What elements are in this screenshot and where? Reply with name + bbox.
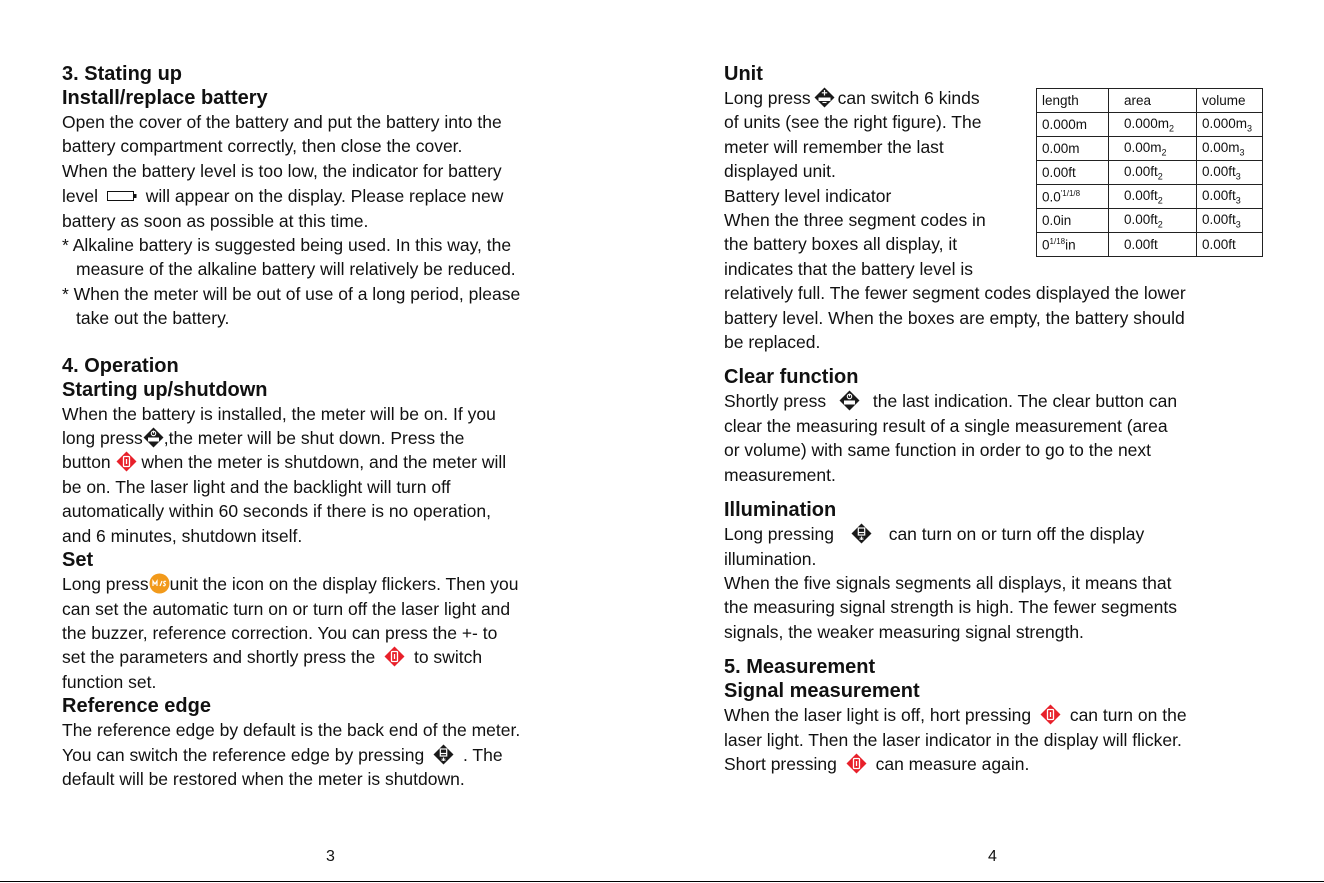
unit-title: Unit: [724, 63, 763, 85]
area-value: 0.000m: [1124, 115, 1170, 131]
install-line-4: [62, 183, 622, 208]
illumination-line-2: illumination.: [724, 548, 817, 569]
signal-line-1-end: can turn on the: [1069, 705, 1187, 726]
install-line-9: take out the battery.: [76, 308, 230, 329]
page-number-left: 3: [326, 848, 335, 865]
length-cell: 0.00ft: [1037, 161, 1109, 185]
unit-line-2: of units (see the right figure). The: [724, 112, 982, 133]
reference-line-1: The reference edge by default is the back end of the meter.: [62, 720, 521, 741]
volume-cell: [1197, 137, 1263, 161]
clear-line-1-end: the last indication. The clear button can: [872, 391, 1178, 412]
length-cell: 0.000m: [1037, 113, 1109, 137]
set-line-2: can set the automatic turn on or turn off the laser light and: [62, 598, 511, 619]
install-line-4-end: will appear on the display. Please replace new: [145, 186, 504, 207]
header-volume: volume: [1197, 89, 1263, 113]
set-line-4-start: set the parameters and shortly press the: [62, 647, 376, 668]
length-unit: in: [1065, 237, 1076, 253]
left-page: [62, 0, 622, 791]
length-cell: [1037, 233, 1109, 257]
length-cell: [1037, 185, 1109, 209]
power-clear-button-icon: [839, 390, 860, 411]
clear-function-title: Clear function: [724, 366, 859, 389]
startup-line-5: automatically within 60 seconds if there is no operation,: [62, 501, 491, 522]
set-title: Set: [62, 549, 94, 572]
area-exponent: 2: [1157, 171, 1163, 182]
volume-exponent: 3: [1239, 147, 1245, 158]
volume-cell: [1197, 209, 1263, 233]
install-line-2: battery compartment correctly, then close the cover.: [62, 136, 463, 157]
signal-line-3: [724, 752, 1264, 776]
page-number-right: 4: [988, 848, 997, 865]
area-cell: 0.00ft: [1109, 233, 1197, 257]
install-line-6: * Alkaline battery is suggested being used. In this way, the: [62, 235, 512, 256]
units-button-icon: [814, 87, 835, 108]
set-line-1-start: Long press: [62, 574, 149, 595]
area-cell: [1109, 113, 1197, 137]
install-line-5: battery as soon as possible at this time.: [62, 210, 369, 231]
volume-cell: [1197, 185, 1263, 209]
volume-exponent: 3: [1235, 195, 1241, 206]
area-value: 0.00ft: [1124, 163, 1158, 179]
set-line-3: the buzzer, reference correction. You can press the +- to: [62, 622, 498, 643]
ms-button-icon: [149, 573, 170, 594]
area-exponent: 2: [1161, 147, 1167, 158]
startup-line-2-end: ,the meter will be shut down. Press the: [163, 428, 465, 449]
unit-line-11: be replaced.: [724, 332, 821, 353]
header-length: length: [1037, 89, 1109, 113]
set-line-1-end: unit the icon on the display flickers. Then you: [169, 574, 519, 595]
startup-line-6: and 6 minutes, shutdown itself.: [62, 525, 303, 546]
unit-line-10: battery level. When the boxes are empty, the battery should: [724, 307, 1185, 328]
illumination-line-1: [724, 522, 1264, 546]
illumination-line-1-start: Long pressing: [724, 524, 834, 545]
units-table-header: [1037, 89, 1263, 113]
measure-button-icon: [846, 753, 867, 774]
length-cell: 0.0in: [1037, 209, 1109, 233]
startup-line-2-start: long press: [62, 428, 143, 449]
startup-line-2: [62, 426, 622, 450]
unit-line-1-start: Long press: [724, 88, 811, 108]
volume-value: 0.00ft: [1202, 211, 1236, 227]
volume-exponent: 3: [1247, 123, 1253, 134]
length-value: 0.0: [1042, 189, 1061, 205]
section-3-title: 3. Stating up: [62, 63, 182, 85]
volume-exponent: 3: [1235, 171, 1241, 182]
area-value: 0.00ft: [1124, 211, 1158, 227]
unit-line-4: displayed unit.: [724, 161, 836, 182]
signal-line-1-start: When the laser light is off, hort pressing: [724, 705, 1032, 726]
measure-button-icon: [384, 646, 405, 667]
volume-value: 0.00ft: [1202, 187, 1236, 203]
install-line-1: Open the cover of the battery and put the battery into the: [62, 112, 502, 132]
clear-line-2: clear the measuring result of a single measurement (area: [724, 415, 1168, 436]
unit-line-3: meter will remember the last: [724, 136, 944, 157]
illumination-line-4: the measuring signal strength is high. The fewer segments: [724, 597, 1177, 618]
reference-line-2-end: . The: [462, 744, 503, 765]
reference-line-2: [62, 743, 622, 767]
length-fraction: '1/1/8: [1060, 188, 1081, 198]
signal-line-2: laser light. Then the laser indicator in the display will flicker.: [724, 729, 1182, 750]
length-fraction: 1/18: [1049, 236, 1066, 246]
unit-line-6: When the three segment codes in: [724, 210, 986, 231]
install-line-7: measure of the alkaline battery will relatively be reduced.: [76, 259, 516, 280]
startup-line-1: When the battery is installed, the meter will be on. If you: [62, 403, 496, 424]
volume-exponent: 3: [1235, 219, 1241, 230]
set-line-4: [62, 645, 622, 669]
table-row: [1037, 209, 1263, 233]
set-line-4-end: to switch: [413, 647, 483, 668]
startup-line-4: be on. The laser light and the backlight will turn off: [62, 476, 451, 497]
reference-button-icon: [433, 744, 454, 765]
area-value: 0.00ft: [1124, 187, 1158, 203]
power-clear-button-icon: [143, 427, 164, 448]
signal-line-3-end: can measure again.: [875, 753, 1030, 774]
volume-cell: 0.00ft: [1197, 233, 1263, 257]
clear-line-3: or volume) with same function in order to go to the next: [724, 440, 1152, 461]
measure-button-icon: [1040, 704, 1061, 725]
reference-line-2-start: You can switch the reference edge by pressing: [62, 744, 425, 765]
install-line-3: When the battery level is too low, the indicator for battery: [62, 160, 502, 181]
length-cell: 0.00m: [1037, 137, 1109, 161]
unit-line-5: Battery level indicator: [724, 185, 892, 206]
area-value: 0.00m: [1124, 139, 1162, 155]
signal-line-1: [724, 703, 1264, 727]
reference-button-icon: [851, 523, 872, 544]
unit-line-8: indicates that the battery level is: [724, 258, 974, 279]
startup-line-3: [62, 450, 622, 474]
bottom-divider: [0, 881, 1324, 882]
install-line-4-start: level: [62, 186, 98, 207]
area-cell: [1109, 137, 1197, 161]
table-row: [1037, 233, 1263, 257]
volume-value: 0.000m: [1202, 115, 1248, 131]
illumination-title: Illumination: [724, 499, 837, 522]
startup-title: Starting up/shutdown: [62, 378, 268, 401]
length-value: 0: [1042, 237, 1050, 253]
illumination-line-1-end: can turn on or turn off the display: [888, 524, 1145, 545]
clear-line-1: [724, 389, 1264, 413]
header-area: area: [1109, 89, 1197, 113]
illumination-line-5: signals, the weaker measuring signal strength.: [724, 621, 1084, 642]
section-5-title: 5. Measurement: [724, 656, 876, 679]
reference-edge-title: Reference edge: [62, 695, 211, 718]
install-battery-title: Install/replace battery: [62, 87, 268, 109]
volume-cell: [1197, 161, 1263, 185]
area-cell: [1109, 185, 1197, 209]
section-4-title: 4. Operation: [62, 354, 179, 377]
table-row: [1037, 137, 1263, 161]
clear-line-1-start: Shortly press: [724, 391, 827, 412]
signal-measurement-title: Signal measurement: [724, 680, 920, 703]
unit-line-9: relatively full. The fewer segment codes displayed the lower: [724, 283, 1186, 304]
table-row: [1037, 161, 1263, 185]
unit-line-1-end: can switch 6 kinds: [837, 88, 980, 108]
battery-low-icon: [107, 183, 137, 193]
illumination-line-3: When the five signals segments all displays, it means that: [724, 572, 1172, 593]
startup-line-3-end: when the meter is shutdown, and the meter will: [141, 452, 507, 473]
reference-line-3: default will be restored when the meter is shutdown.: [62, 768, 465, 789]
area-exponent: 2: [1157, 195, 1163, 206]
table-row: [1037, 113, 1263, 137]
area-cell: [1109, 161, 1197, 185]
area-cell: [1109, 209, 1197, 233]
unit-line-7: the battery boxes all display, it: [724, 234, 958, 255]
area-exponent: 2: [1157, 219, 1163, 230]
units-table: [1036, 88, 1263, 257]
signal-line-3-start: Short pressing: [724, 753, 837, 774]
volume-cell: [1197, 113, 1263, 137]
volume-value: 0.00ft: [1202, 163, 1236, 179]
startup-line-3-start: button: [62, 452, 111, 473]
clear-line-4: measurement.: [724, 464, 836, 485]
measure-button-icon: [116, 451, 137, 472]
table-row: [1037, 185, 1263, 209]
install-line-8: * When the meter will be out of use of a long period, please: [62, 283, 521, 304]
set-line-1: [62, 572, 622, 596]
area-exponent: 2: [1169, 123, 1175, 134]
volume-value: 0.00m: [1202, 139, 1240, 155]
set-line-5: function set.: [62, 671, 157, 692]
